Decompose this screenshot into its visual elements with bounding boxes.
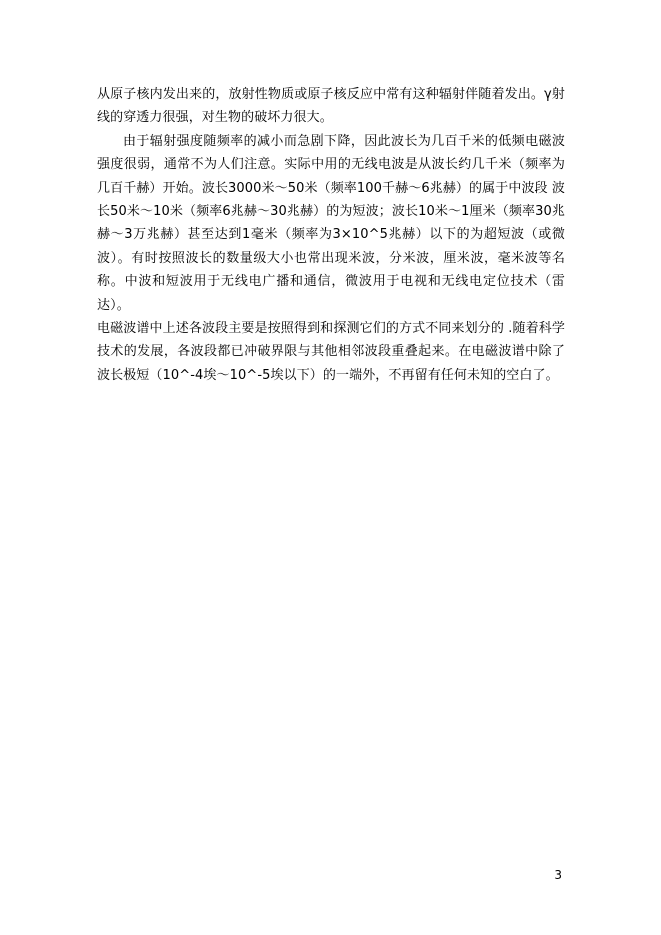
paragraph-gamma-ray-continuation: 从原子核内发出来的，放射性物质或原子核反应中常有这种辐射伴随着发出。γ射线的穿透力很强，对生物的破坏力很大。 <box>97 87 565 126</box>
page-number: 3 <box>554 868 562 882</box>
body-text <box>97 83 565 387</box>
paragraph-spectrum-summary: 电磁波谱中上述各波段主要是按照得到和探测它们的方式不同来划分的 .随着科学技术的发展，各波段都已冲破界限与其他相邻波段重叠起来。在电磁波谱中除了波长极短（10^-4埃～10^-5埃以下）的一端外，不再留有任何未知的空白了。 <box>97 321 565 383</box>
paragraph-radio-waves: 由于辐射强度随频率的减小而急剧下降，因此波长为几百千米的低频电磁波强度很弱，通常不为人们注意。实际中用的无线电波是从波长约几千米（频率为几百千赫）开始。波长3000米～50米（频率100千赫～6兆赫）的属于中波段 波长50米～10米（频率6兆赫～30兆赫）的为短波；波长10米～1厘米（频率30兆赫～3万兆赫）甚至达到1毫米（频率为3×10^5兆赫）以下的为超短波（或微波）。有时按照波长的数量级大小也常出现米波，分米波，厘米波，毫米波等名称。中波和短波用于无线电广播和通信，微波用于电视和无线电定位技术（雷达）。 <box>97 133 565 313</box>
